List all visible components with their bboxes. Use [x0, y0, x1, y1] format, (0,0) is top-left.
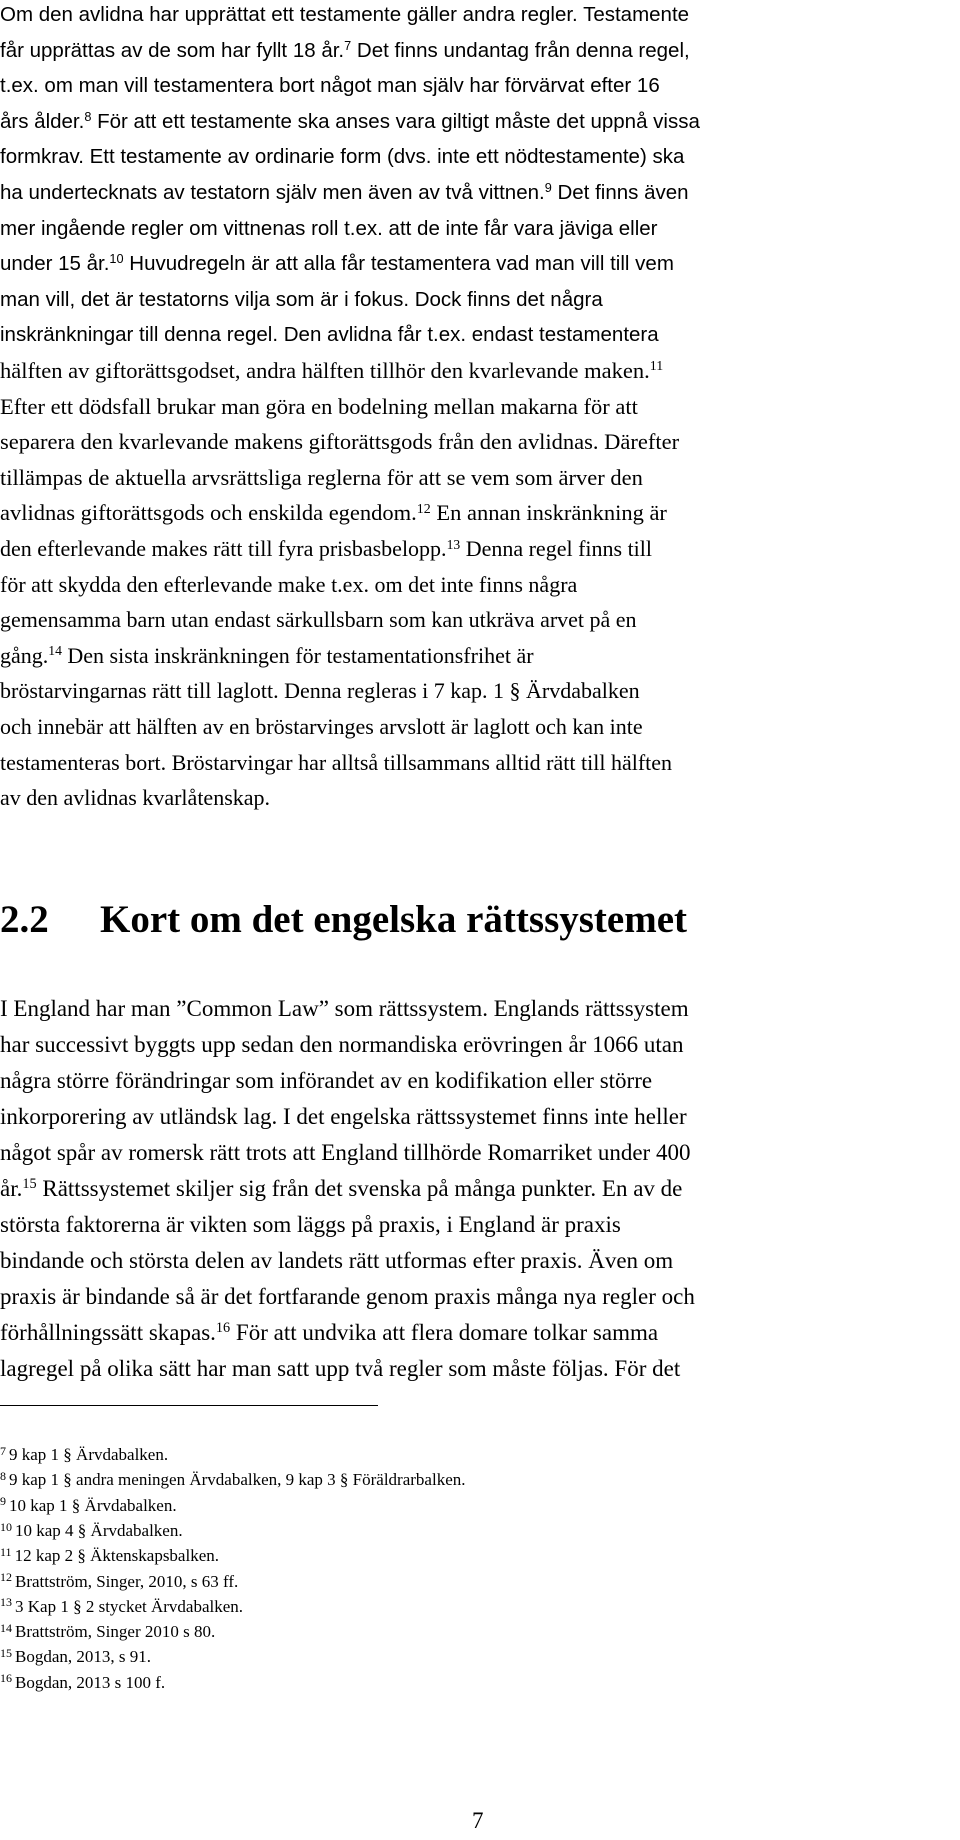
footnote-number: 11: [0, 1544, 12, 1559]
text-line: [0, 1282, 950, 1312]
footnote-ref: 14: [48, 643, 62, 659]
footnote-text: 10 kap 1 § Ärvdabalken.: [9, 1495, 177, 1515]
line-text: För att undvika att flera domare tolkar samma: [230, 1320, 659, 1345]
section-number: 2.2: [0, 898, 49, 941]
footnote-number: 14: [0, 1620, 12, 1635]
text-line: [0, 71, 950, 101]
text-line: [0, 1138, 950, 1168]
text-line: [0, 36, 950, 66]
footnote-text: 9 kap 1 § Ärvdabalken.: [9, 1445, 169, 1464]
footnote-number: 16: [0, 1671, 12, 1686]
footnote-text: 10 kap 4 § Ärvdabalken.: [15, 1520, 183, 1540]
line-text: man vill, det är testatorns vilja som är i fokus. Dock finns det några: [0, 287, 603, 311]
line-text: har successivt byggts upp sedan den normandiska erövringen år 1066 utan: [0, 1032, 684, 1057]
footnote-ref: 15: [22, 1176, 37, 1193]
footnote-ref: 9: [544, 180, 552, 196]
footnote-number: 12: [0, 1570, 12, 1585]
footnote-ref: 13: [446, 536, 461, 552]
text-line: [0, 320, 950, 350]
line-text: får upprättas av de som har fyllt 18 år.: [0, 38, 345, 62]
line-text: år.: [0, 1176, 23, 1201]
footnote-text: 9 kap 1 § andra meningen Ärvdabalken, 9 kap 3 § Föräldrarbalken.: [9, 1470, 466, 1490]
footnote-text: Bogdan, 2013, s 91.: [15, 1647, 151, 1667]
line-text: gång.: [0, 642, 49, 668]
line-text: För att ett testamente ska anses vara giltigt måste det uppnå vissa: [91, 109, 700, 133]
line-text: ha undertecknats av testatorn själv men även av två vittnen.: [0, 181, 545, 204]
line-text: testamenteras bort. Bröstarvingar har alltså tillsammans alltid rätt till hälften: [0, 749, 673, 775]
text-line: [0, 1318, 950, 1348]
line-text: Efter ett dödsfall brukar man göra en bodelning mellan makarna för att: [0, 393, 638, 419]
line-text: största faktorerna är vikten som läggs på praxis, i England är praxis: [0, 1212, 621, 1237]
line-text: Om den avlidna har upprättat ett testamente gäller andra regler. Testamente: [0, 3, 690, 26]
line-text: praxis är bindande så är det fortfarande genom praxis många nya regler och: [0, 1284, 695, 1309]
footnote: [0, 1571, 238, 1593]
footnote-ref: 8: [84, 108, 92, 124]
text-line: [0, 570, 950, 600]
line-text: några större förändringar som införandet av en kodifikation eller större: [0, 1068, 653, 1093]
line-text: En annan inskränkning är: [430, 500, 667, 526]
line-text: Rättssystemet skiljer sig från det svenska på många punkter. En av de: [36, 1176, 683, 1201]
line-text: hälften av giftorättsgodset, andra hälften tillhör den kvarlevande maken.: [0, 358, 650, 383]
text-line: [0, 214, 950, 244]
line-text: lagregel på olika sätt har man satt upp två regler som måste följas. För det: [0, 1356, 681, 1381]
line-text: I England har man ”Common Law” som rättssystem. Englands rättssystem: [0, 996, 689, 1021]
footnote-text: Brattström, Singer, 2010, s 63 ff.: [15, 1571, 239, 1591]
footnote: [0, 1646, 151, 1668]
footnote: [0, 1621, 215, 1643]
text-line: [0, 1174, 950, 1204]
footnote-text: Brattström, Singer 2010 s 80.: [15, 1622, 216, 1642]
line-text: mer ingående regler om vittnenas roll t.ex. att de inte får vara jäviga eller: [0, 216, 658, 240]
line-text: t.ex. om man vill testamentera bort något man själv har förvärvat efter 16: [0, 74, 660, 98]
text-line: [0, 142, 950, 172]
line-text: den efterlevande makes rätt till fyra prisbasbelopp.: [0, 536, 447, 561]
text-line: [0, 1102, 950, 1132]
line-text: formkrav. Ett testamente av ordinarie form (dvs. inte ett nödtestamente) ska: [0, 145, 685, 169]
line-text: och innebär att hälften av en bröstarvinges arvslott är laglott och kan inte: [0, 714, 643, 739]
line-text: Denna regel finns till: [460, 536, 653, 561]
footnote-text: Bogdan, 2013 s 100 f.: [15, 1672, 166, 1692]
section-heading: [0, 897, 687, 942]
footnote: [0, 1545, 219, 1567]
line-text: gemensamma barn utan endast särkullsbarn som kan utkräva arvet på en: [0, 607, 637, 633]
footnote: [0, 1520, 183, 1542]
text-line: [0, 534, 950, 564]
text-line: [0, 392, 950, 422]
footnote-ref: 10: [109, 251, 124, 267]
footnote-ref: 12: [416, 501, 431, 517]
footnote-ref: 7: [344, 37, 352, 53]
footnote-number: 10: [0, 1519, 12, 1534]
line-text: inkorporering av utländsk lag. I det engelska rättssystemet finns inte heller: [0, 1104, 687, 1129]
line-text: något spår av romersk rätt trots att England tillhörde Romarriket under 400: [0, 1140, 691, 1165]
text-line: [0, 178, 950, 208]
text-line: [0, 427, 950, 457]
line-text: bröstarvingarnas rätt till laglott. Denna regleras i 7 kap. 1 § Ärvdabalken: [0, 678, 640, 704]
line-text: Huvudregeln är att alla får testamentera vad man vill till vem: [123, 252, 674, 276]
line-text: av den avlidnas kvarlåtenskap.: [0, 785, 271, 811]
text-line: [0, 1030, 950, 1060]
line-text: Den sista inskränkningen för testamentationsfrihet är: [61, 642, 534, 668]
text-line: [0, 498, 950, 528]
footnote-number: 9: [0, 1494, 6, 1509]
line-text: avlidnas giftorättsgods och enskilda egendom.: [0, 500, 417, 526]
page-number: 7: [472, 1808, 484, 1833]
text-line: [0, 1066, 950, 1096]
text-line: [0, 1210, 950, 1240]
text-line: [0, 0, 950, 30]
line-text: för att skydda den efterlevande make t.ex. om det inte finns några: [0, 571, 578, 597]
line-text: Det finns även: [551, 181, 689, 204]
text-line: [0, 356, 950, 386]
footnote-number: 15: [0, 1646, 12, 1660]
text-line: [0, 463, 950, 493]
footnote-text: 3 Kap 1 § 2 stycket Ärvdabalken.: [15, 1596, 244, 1616]
footnote: [0, 1444, 168, 1466]
footnote-ref: 11: [649, 359, 664, 375]
line-text: inskränkningar till denna regel. Den avlidna får t.ex. endast testamentera: [0, 323, 659, 347]
footnote-number: 13: [0, 1595, 12, 1610]
text-line: [0, 605, 950, 635]
text-line: [0, 641, 950, 671]
text-line: [0, 712, 950, 742]
line-text: under 15 år.: [0, 252, 110, 276]
text-line: [0, 783, 950, 813]
text-line: [0, 676, 950, 706]
line-text: tillämpas de aktuella arvsrättsliga reglerna för att se vem som ärver den: [0, 464, 643, 490]
footnote-number: 7: [0, 1443, 6, 1458]
footnote-number: 8: [0, 1468, 6, 1483]
footnote: [0, 1495, 177, 1517]
text-line: [0, 285, 950, 315]
text-line: [0, 994, 950, 1024]
footnote: [0, 1596, 243, 1618]
footnote-ref: 16: [215, 1320, 231, 1337]
text-line: [0, 1246, 950, 1276]
text-line: [0, 249, 950, 279]
footnote: [0, 1469, 466, 1491]
text-line: [0, 748, 950, 778]
section-title: Kort om det engelska rättssystemet: [100, 898, 688, 941]
line-text: förhållningssätt skapas.: [0, 1320, 216, 1345]
footnote-text: 12 kap 2 § Äktenskapsbalken.: [14, 1546, 219, 1566]
line-text: Det finns undantag från denna regel,: [351, 38, 690, 62]
text-line: [0, 1354, 950, 1384]
line-text: bindande och största delen av landets rätt utformas efter praxis. Även om: [0, 1248, 674, 1273]
line-text: separera den kvarlevande makens giftorättsgods från den avlidnas. Därefter: [0, 429, 680, 455]
footnote: [0, 1672, 165, 1694]
text-line: [0, 107, 950, 137]
footnote-separator: [0, 1405, 378, 1406]
line-text: års ålder.: [0, 109, 85, 133]
